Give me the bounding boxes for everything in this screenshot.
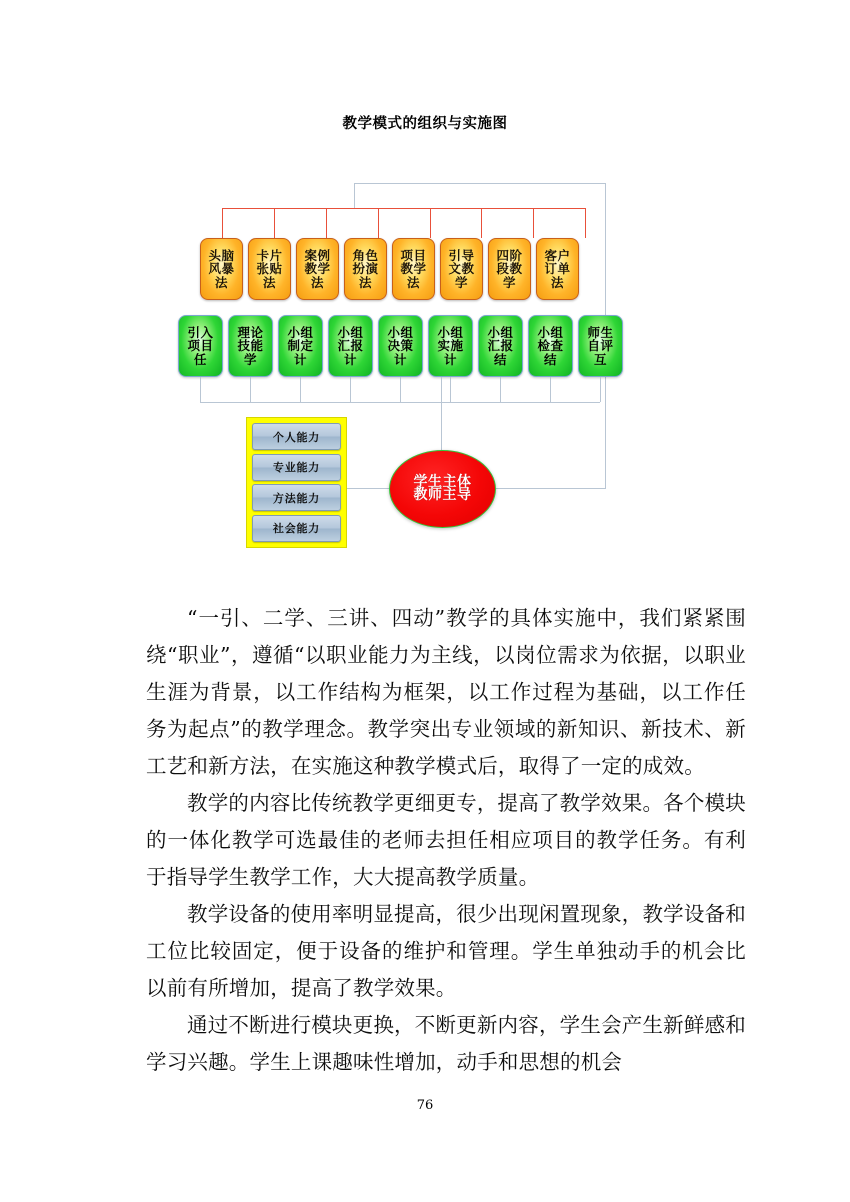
process-box-label: 小组汇报结 — [487, 324, 514, 367]
process-box-label: 小组实施计 — [437, 324, 464, 367]
process-bus-line — [200, 402, 600, 403]
competence-box[interactable] — [252, 515, 341, 542]
competence-box[interactable] — [252, 423, 341, 450]
page-number: 76 — [416, 1098, 434, 1113]
competence-box-label: 个人能力 — [272, 430, 321, 444]
paragraph: 教学的内容比传统教学更细更专，提高了教学效果。各个模块的一体化教学可选最佳的老师去担任相应项目的教学任务。有利于指导学生教学工作，大大提高教学质量。 — [146, 791, 746, 889]
method-box[interactable] — [392, 238, 435, 300]
process-box[interactable] — [328, 315, 373, 377]
process-box-label: 小组决策计 — [387, 324, 414, 367]
process-drop-3 — [300, 377, 301, 402]
method-box[interactable] — [248, 238, 291, 300]
competence-box[interactable] — [252, 454, 341, 481]
method-box-label: 客户订单法 — [544, 247, 571, 290]
competence-panel — [246, 417, 347, 548]
method-box[interactable] — [440, 238, 483, 300]
method-box-label: 引导文教学 — [448, 247, 475, 290]
method-box[interactable] — [344, 238, 387, 300]
method-drop-6 — [481, 208, 482, 238]
competence-box-label: 社会能力 — [272, 522, 321, 536]
process-drop-1 — [200, 377, 201, 402]
method-box-label: 卡片张贴法 — [256, 247, 283, 290]
method-drop-3 — [326, 208, 327, 238]
process-drop-8 — [550, 377, 551, 402]
process-box[interactable] — [178, 315, 223, 377]
method-box[interactable] — [536, 238, 579, 300]
process-drop-4 — [350, 377, 351, 402]
figure-title: 教学模式的组织与实施图 — [342, 115, 508, 132]
center-node-line1: 学生主体 — [413, 474, 472, 491]
method-box-label: 四阶段教学 — [496, 247, 523, 290]
teaching-model-diagram — [150, 160, 680, 560]
center-node[interactable] — [389, 450, 496, 528]
method-drop-1 — [222, 208, 223, 238]
process-drop-9 — [600, 377, 601, 402]
process-box-label: 引入项目任 — [187, 324, 214, 367]
process-box-label: 小组制定计 — [287, 324, 314, 367]
method-box-row — [200, 238, 579, 300]
process-box[interactable] — [478, 315, 523, 377]
method-drop-4 — [378, 208, 379, 238]
center-node-stem — [441, 377, 442, 453]
process-box[interactable] — [378, 315, 423, 377]
process-box-label: 理论技能学 — [237, 324, 264, 367]
frame-top-line — [354, 183, 606, 184]
paragraph: 通过不断进行模块更换，不断更新内容，学生会产生新鲜感和学习兴趣。学生上课趣味性增加，动手和思想的机会 — [146, 1013, 746, 1074]
competence-box-label: 方法能力 — [272, 491, 321, 505]
method-box-label: 案例教学法 — [304, 247, 331, 290]
method-drop-5 — [430, 208, 431, 238]
process-drop-6 — [450, 377, 451, 402]
method-bus-line — [222, 208, 585, 209]
paragraph: 教学设备的使用率明显提高，很少出现闲置现象，教学设备和工位比较固定，便于设备的维护和管理。学生单独动手的机会比以前有所增加，提高了教学效果。 — [146, 902, 746, 1000]
method-box[interactable] — [488, 238, 531, 300]
process-drop-2 — [250, 377, 251, 402]
process-box-label: 小组检查结 — [537, 324, 564, 367]
frame-bottom-line — [494, 488, 606, 489]
method-box-label: 头脑风暴法 — [208, 247, 235, 290]
method-box-label: 项目教学法 — [400, 247, 427, 290]
method-drop-8 — [585, 208, 586, 238]
process-drop-7 — [500, 377, 501, 402]
paragraph: “一引、二学、三讲、四动”教学的具体实施中，我们紧紧围绕“职业”，遵循“以职业能力为主线，以岗位需求为依据，以职业生涯为背景，以工作结构为框架，以工作过程为基础，以工作任务为起点”的教学理念。教学突出专业领域的新知识、新技术、新工艺和新方法，在实施这种教学模式后，取得了一定的成效。 — [146, 606, 746, 778]
competence-box-label: 专业能力 — [272, 461, 321, 475]
method-box[interactable] — [296, 238, 339, 300]
method-drop-7 — [533, 208, 534, 238]
process-box-row — [178, 315, 623, 377]
process-box[interactable] — [278, 315, 323, 377]
process-box-label: 小组汇报计 — [337, 324, 364, 367]
process-drop-5 — [400, 377, 401, 402]
method-drop-2 — [274, 208, 275, 238]
method-box[interactable] — [200, 238, 243, 300]
center-node-line2: 教师主导 — [413, 487, 472, 503]
method-box-label: 角色扮演法 — [352, 247, 379, 290]
process-box[interactable] — [578, 315, 623, 377]
process-box[interactable] — [528, 315, 573, 377]
process-box-label: 师生自评互 — [587, 324, 614, 367]
process-box[interactable] — [428, 315, 473, 377]
body-text — [146, 600, 746, 1081]
process-box[interactable] — [228, 315, 273, 377]
frame-top-stub — [354, 183, 355, 208]
competence-box[interactable] — [252, 484, 341, 511]
